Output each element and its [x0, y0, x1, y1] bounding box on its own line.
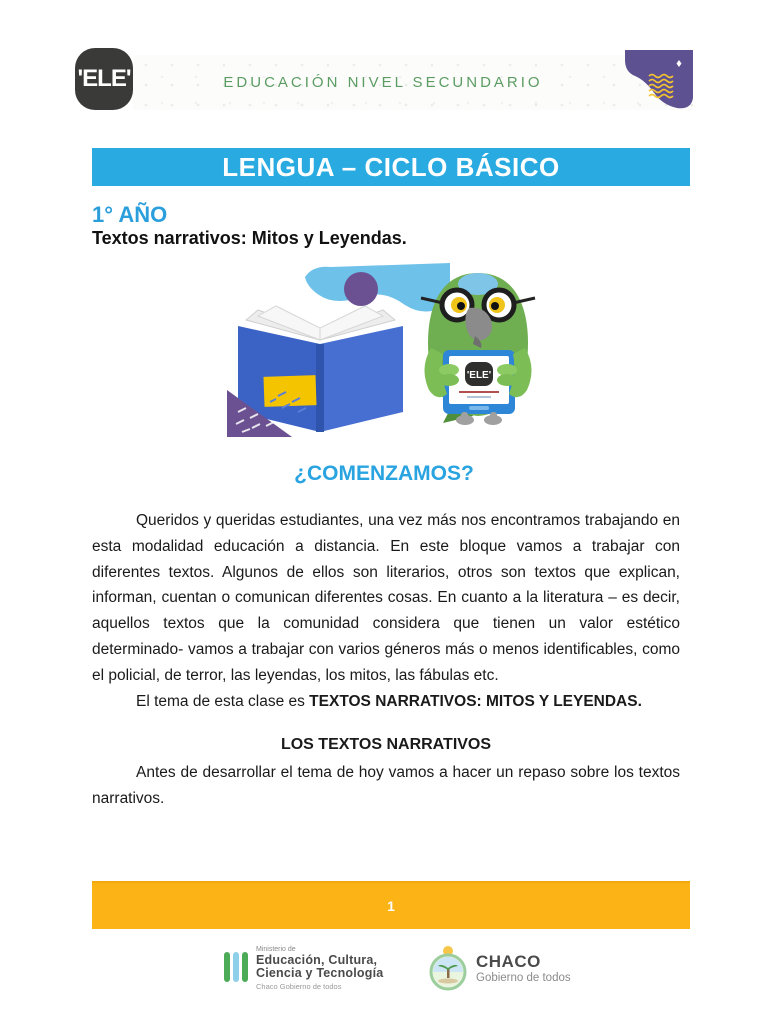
page-number: 1	[387, 898, 395, 914]
ele-logo	[75, 48, 133, 110]
page-header	[75, 48, 693, 112]
parrot-mascot-illustration	[413, 268, 543, 428]
section-heading: LOS TEXTOS NARRATIVOS	[280, 736, 492, 754]
chaco-subtitle: Gobierno de todos	[476, 972, 571, 985]
ministry-name-line2: Ciencia y Tecnología	[256, 966, 384, 981]
topic-heading: Textos narrativos: Mitos y Leyendas.	[92, 228, 407, 248]
ministry-name-line1: Educación, Cultura,	[256, 953, 378, 968]
header-banner-text: EDUCACIÓN NIVEL SECUNDARIO	[223, 74, 543, 91]
triangle-decoration-icon	[222, 382, 314, 440]
chaco-name: CHACO	[476, 952, 541, 972]
ele-logo-text: 'ELE'	[77, 65, 131, 92]
ministry-logo	[224, 946, 383, 990]
grade-heading: 1° AÑO	[92, 202, 168, 227]
footer	[0, 944, 768, 1000]
lesson-illustration	[0, 260, 768, 445]
ministry-subtitle: Chaco Gobierno de todos	[256, 981, 342, 991]
corner-decoration-icon	[611, 50, 693, 112]
subject-title-bar	[92, 148, 690, 186]
ministry-text	[256, 946, 383, 990]
chaco-seal-icon	[428, 944, 468, 994]
comenzamos-heading: ¿COMENZAMOS?	[294, 462, 474, 485]
tablet-ele-logo-text: 'ELE'	[466, 370, 492, 381]
body-text	[92, 508, 680, 812]
subject-title: LENGUA – CICLO BÁSICO	[222, 151, 560, 182]
paragraph-intro: Queridos y queridas estudiantes, una vez más nos encontramos trabajando en esta modalidad educación a distancia. En este bloque vamos a trabajar con diferentes textos. Algunos de ellos son literarios, otros son textos que explican, informan, cuentan o comunican diferentes cosas. En cuanto a la literatura – es decir, aquellos textos que la comunidad considera que tienen un valor estético determinado- vamos a trabajar con varios géneros más o menos identificables, como el policial, de terror, las leyendas, los mitos, las fábulas etc.	[92, 512, 680, 684]
chaco-text	[476, 953, 571, 984]
header-banner	[133, 55, 693, 110]
paragraph-theme	[92, 689, 680, 715]
ministry-pre-text: Ministerio de	[256, 946, 296, 953]
theme-prefix: El tema de esta clase es	[136, 692, 310, 710]
ministry-bars-icon	[224, 946, 248, 990]
paragraph-repaso: Antes de desarrollar el tema de hoy vamos a hacer un repaso sobre los textos narrativos.	[92, 764, 680, 807]
theme-title: TEXTOS NARRATIVOS: MITOS Y LEYENDAS.	[309, 692, 642, 710]
chaco-logo	[428, 944, 571, 994]
page-number-bar	[92, 881, 690, 929]
